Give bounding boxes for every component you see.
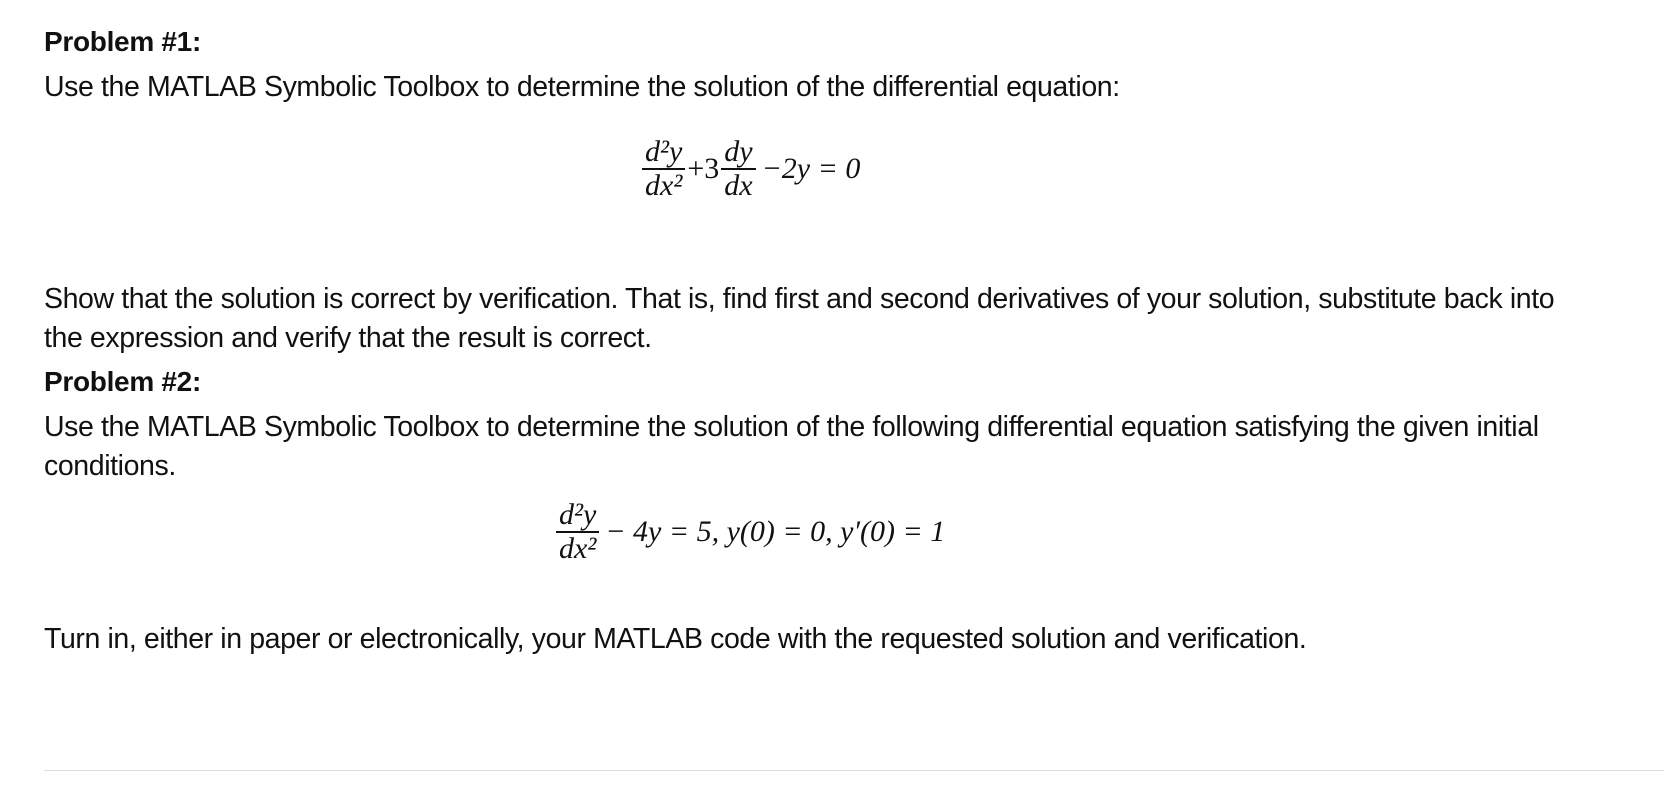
fraction-numerator: d²y: [645, 135, 683, 168]
fraction-denominator: dx²: [559, 532, 597, 565]
problem-2-heading: Problem #2:: [44, 366, 201, 397]
text-line: conditions.: [44, 450, 176, 482]
problem-1-verification: [44, 280, 1574, 358]
fraction-numerator: dy: [724, 135, 753, 168]
text-line: Use the MATLAB Symbolic Toolbox to determine the solution of the following differential equation satisfying the given initial: [44, 411, 1539, 443]
problem-1-equation: [640, 136, 860, 202]
first-derivative-fraction: [721, 136, 755, 202]
equation-remainder: −2y = 0: [761, 152, 861, 185]
fraction-denominator: dx²: [645, 169, 683, 202]
second-derivative-fraction: [642, 136, 685, 202]
fraction-denominator: dx: [724, 169, 753, 202]
problem-2-equation: [554, 499, 945, 565]
equation-term: +3: [687, 152, 720, 185]
text-line: the expression and verify that the result is correct.: [44, 322, 652, 354]
second-derivative-fraction: [556, 499, 599, 565]
problem-1-heading: Problem #1:: [44, 26, 201, 57]
assignment-page: [44, 0, 1644, 790]
problem-2-intro: [44, 408, 1574, 486]
closing-instructions: Turn in, either in paper or electronically, your MATLAB code with the requested solution and verification.: [44, 623, 1307, 655]
problem-1-intro: Use the MATLAB Symbolic Toolbox to determine the solution of the differential equation:: [44, 71, 1120, 103]
text-line: Show that the solution is correct by verification. That is, find first and second derivatives of your solution, substitute back into: [44, 283, 1555, 315]
bottom-divider: [44, 770, 1664, 771]
fraction-numerator: d²y: [559, 498, 597, 531]
equation-remainder: − 4y = 5, y(0) = 0, y′(0) = 1: [605, 515, 946, 548]
